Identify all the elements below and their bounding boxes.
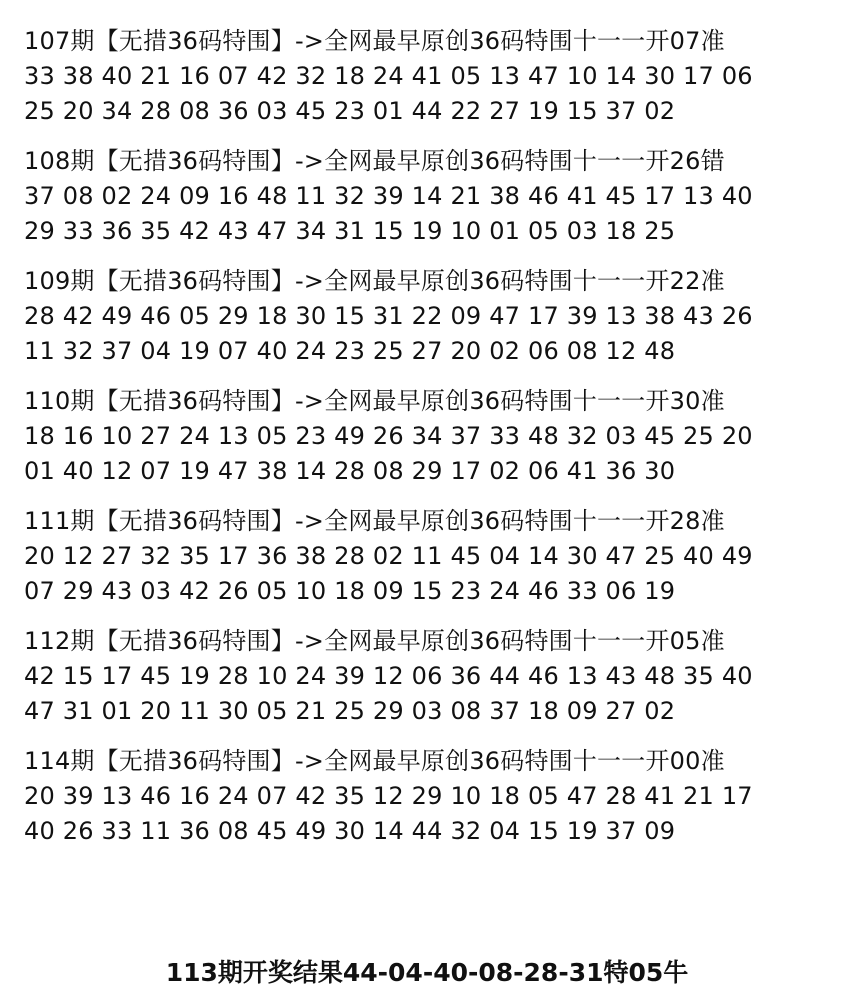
- period-block-108: [24, 144, 834, 249]
- period-header: 114期【无措36码特围】->全网最早原创36码特围十一一开00准: [24, 747, 725, 775]
- number-row: 11 32 37 04 19 07 40 24 23 25 27 20 02 06 08 12 48: [24, 337, 676, 365]
- period-header: 109期【无措36码特围】->全网最早原创36码特围十一一开22准: [24, 267, 725, 295]
- number-row: 33 38 40 21 16 07 42 32 18 24 41 05 13 47 10 14 30 17 06: [24, 62, 753, 90]
- number-row: 42 15 17 45 19 28 10 24 39 12 06 36 44 46 13 43 48 35 40: [24, 662, 753, 690]
- number-row: 25 20 34 28 08 36 03 45 23 01 44 22 27 19 15 37 02: [24, 97, 676, 125]
- period-header: 110期【无措36码特围】->全网最早原创36码特围十一一开30准: [24, 387, 725, 415]
- number-row: 40 26 33 11 36 08 45 49 30 14 44 32 04 15 19 37 09: [24, 817, 676, 845]
- period-header: 111期【无措36码特围】->全网最早原创36码特围十一一开28准: [24, 507, 725, 535]
- period-header: 107期【无措36码特围】->全网最早原创36码特围十一一开07准: [24, 27, 725, 55]
- period-block-110: [24, 384, 834, 489]
- period-header: 108期【无措36码特围】->全网最早原创36码特围十一一开26错: [24, 147, 725, 175]
- number-row: 28 42 49 46 05 29 18 30 15 31 22 09 47 17 39 13 38 43 26: [24, 302, 753, 330]
- number-row: 47 31 01 20 11 30 05 21 25 29 03 08 37 18 09 27 02: [24, 697, 676, 725]
- prediction-list: [24, 24, 834, 864]
- draw-result-banner: 113期开奖结果44-04-40-08-28-31特05牛: [165, 958, 689, 987]
- number-row: 01 40 12 07 19 47 38 14 28 08 29 17 02 06 41 36 30: [24, 457, 676, 485]
- number-row: 07 29 43 03 42 26 05 10 18 09 15 23 24 46 33 06 19: [24, 577, 676, 605]
- number-row: 18 16 10 27 24 13 05 23 49 26 34 37 33 48 32 03 45 25 20: [24, 422, 753, 450]
- number-row: 20 12 27 32 35 17 36 38 28 02 11 45 04 14 30 47 25 40 49: [24, 542, 753, 570]
- period-block-112: [24, 624, 834, 729]
- period-block-114: [24, 744, 834, 849]
- number-row: 29 33 36 35 42 43 47 34 31 15 19 10 01 05 03 18 25: [24, 217, 676, 245]
- period-block-109: [24, 264, 834, 369]
- period-block-111: [24, 504, 834, 609]
- period-block-107: [24, 24, 834, 129]
- number-row: 20 39 13 46 16 24 07 42 35 12 29 10 18 05 47 28 41 21 17: [24, 782, 753, 810]
- period-header: 112期【无措36码特围】->全网最早原创36码特围十一一开05准: [24, 627, 725, 655]
- number-row: 37 08 02 24 09 16 48 11 32 39 14 21 38 46 41 45 17 13 40: [24, 182, 753, 210]
